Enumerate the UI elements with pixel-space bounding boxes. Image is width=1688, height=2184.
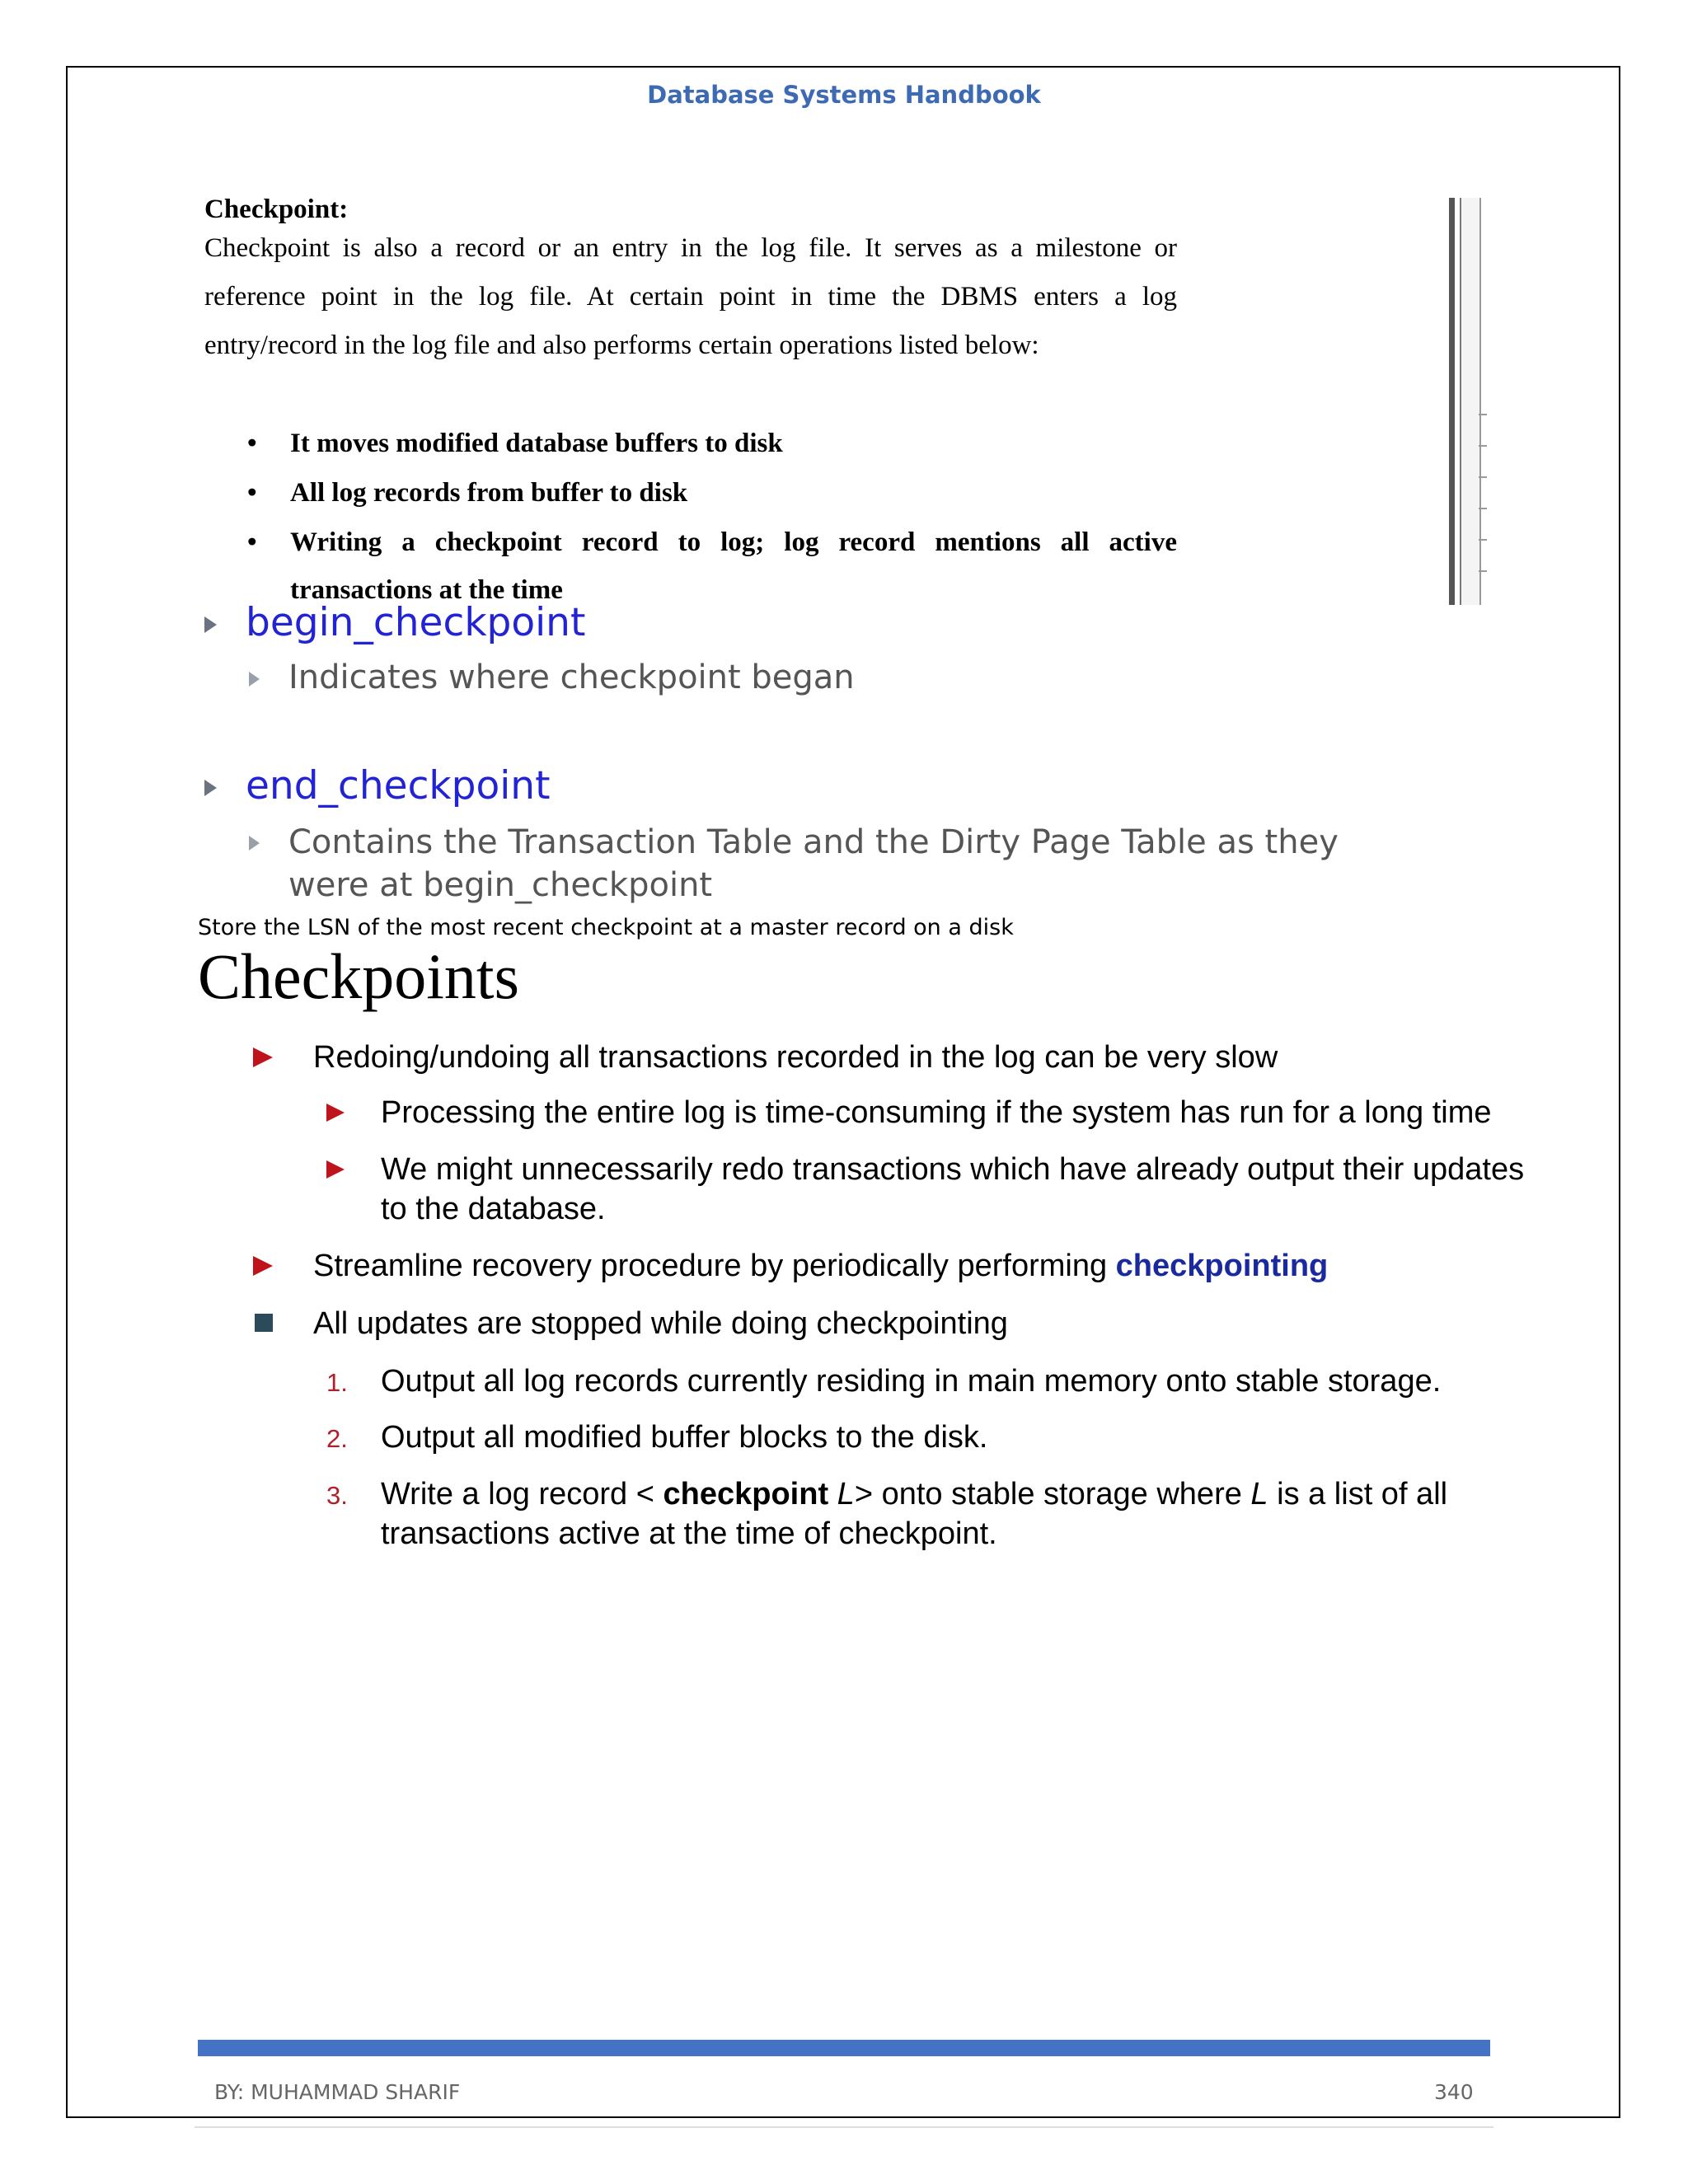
checkpoint-line-3: entry/record in the log file and also performs certain operations listed below: [204,330,1039,360]
step-output-log: Output all log records currently residing in main memory onto stable storage. [381,1364,1442,1399]
checkpoint-line-2: reference point in the log file. At certain point in time the DBMS enters a log [204,282,1177,312]
end-checkpoint-desc-1: Contains the Transaction Table and the Dirty Page Table as they [288,823,1339,861]
bullet-icon: • [247,429,257,458]
arrow-bullet-icon [253,1047,273,1067]
step-number: 3. [326,1481,348,1510]
bullet-unnecessary-redo-1: We might unnecessarily redo transactions which have already output their updates [381,1152,1525,1187]
arrow-bullet-icon [326,1104,345,1122]
begin-checkpoint-desc: Indicates where checkpoint began [288,658,855,696]
step-write-checkpoint: Write a log record < checkpoint L> onto stable storage where L is a list of all [381,1477,1448,1511]
arrow-bullet-icon [253,1256,273,1276]
store-note: Store the LSN of the most recent checkpoint at a master record on a disk [198,915,1014,940]
bullet-streamline: Streamline recovery procedure by periodically performing checkpointing [313,1249,1329,1283]
triangle-bullet-icon [204,616,217,633]
checkpoint-heading: Checkpoint: [204,194,349,224]
step-number: 2. [326,1424,348,1453]
arrow-bullet-icon [326,1160,345,1179]
checkpoint-line-1: Checkpoint is also a record or an entry in the log file. It serves as a milestone or [204,233,1177,263]
bullet-icon: • [247,478,257,508]
square-bullet-icon [255,1314,273,1332]
triangle-bullet-icon [204,780,217,796]
bullet-unnecessary-redo-2: to the database. [381,1192,606,1226]
step-output-buffers: Output all modified buffer blocks to the disk. [381,1420,988,1455]
footer-divider [195,2126,1493,2128]
scrollbar-fragment [1449,198,1490,605]
checkpointing-keyword: checkpointing [1115,1249,1329,1283]
triangle-bullet-icon [249,672,260,687]
footer-author: BY: MUHAMMAD SHARIF [214,2080,461,2104]
operations-list [247,419,1177,613]
footer-bar [198,2040,1490,2056]
list-item: • Writing a checkpoint record to log; log record mentions all active transactions at the time [247,518,1177,613]
page-border [66,66,1620,2118]
end-checkpoint-keyword: end_checkpoint [246,763,551,808]
page-number: 340 [1434,2080,1474,2104]
step-number: 1. [326,1368,348,1397]
checkpoints-title: Checkpoints [198,940,519,1012]
step-write-checkpoint-2: transactions active at the time of checkpoint. [381,1516,997,1551]
bullet-redo-undo: Redoing/undoing all transactions recorded in the log can be very slow [313,1040,1278,1075]
page-header: Database Systems Handbook [647,81,1041,109]
end-checkpoint-desc-2: were at begin_checkpoint [288,866,713,904]
triangle-bullet-icon [249,836,260,851]
bullet-processing-log: Processing the entire log is time-consuming if the system has run for a long time [381,1095,1492,1130]
list-item: • All log records from buffer to disk [247,468,1177,518]
bullet-updates-stopped: All updates are stopped while doing checkpointing [313,1306,1008,1341]
begin-checkpoint-keyword: begin_checkpoint [246,600,586,645]
bullet-icon: • [247,527,257,557]
checkpoint-paragraph [204,224,1177,370]
list-item: • It moves modified database buffers to disk [247,419,1177,468]
